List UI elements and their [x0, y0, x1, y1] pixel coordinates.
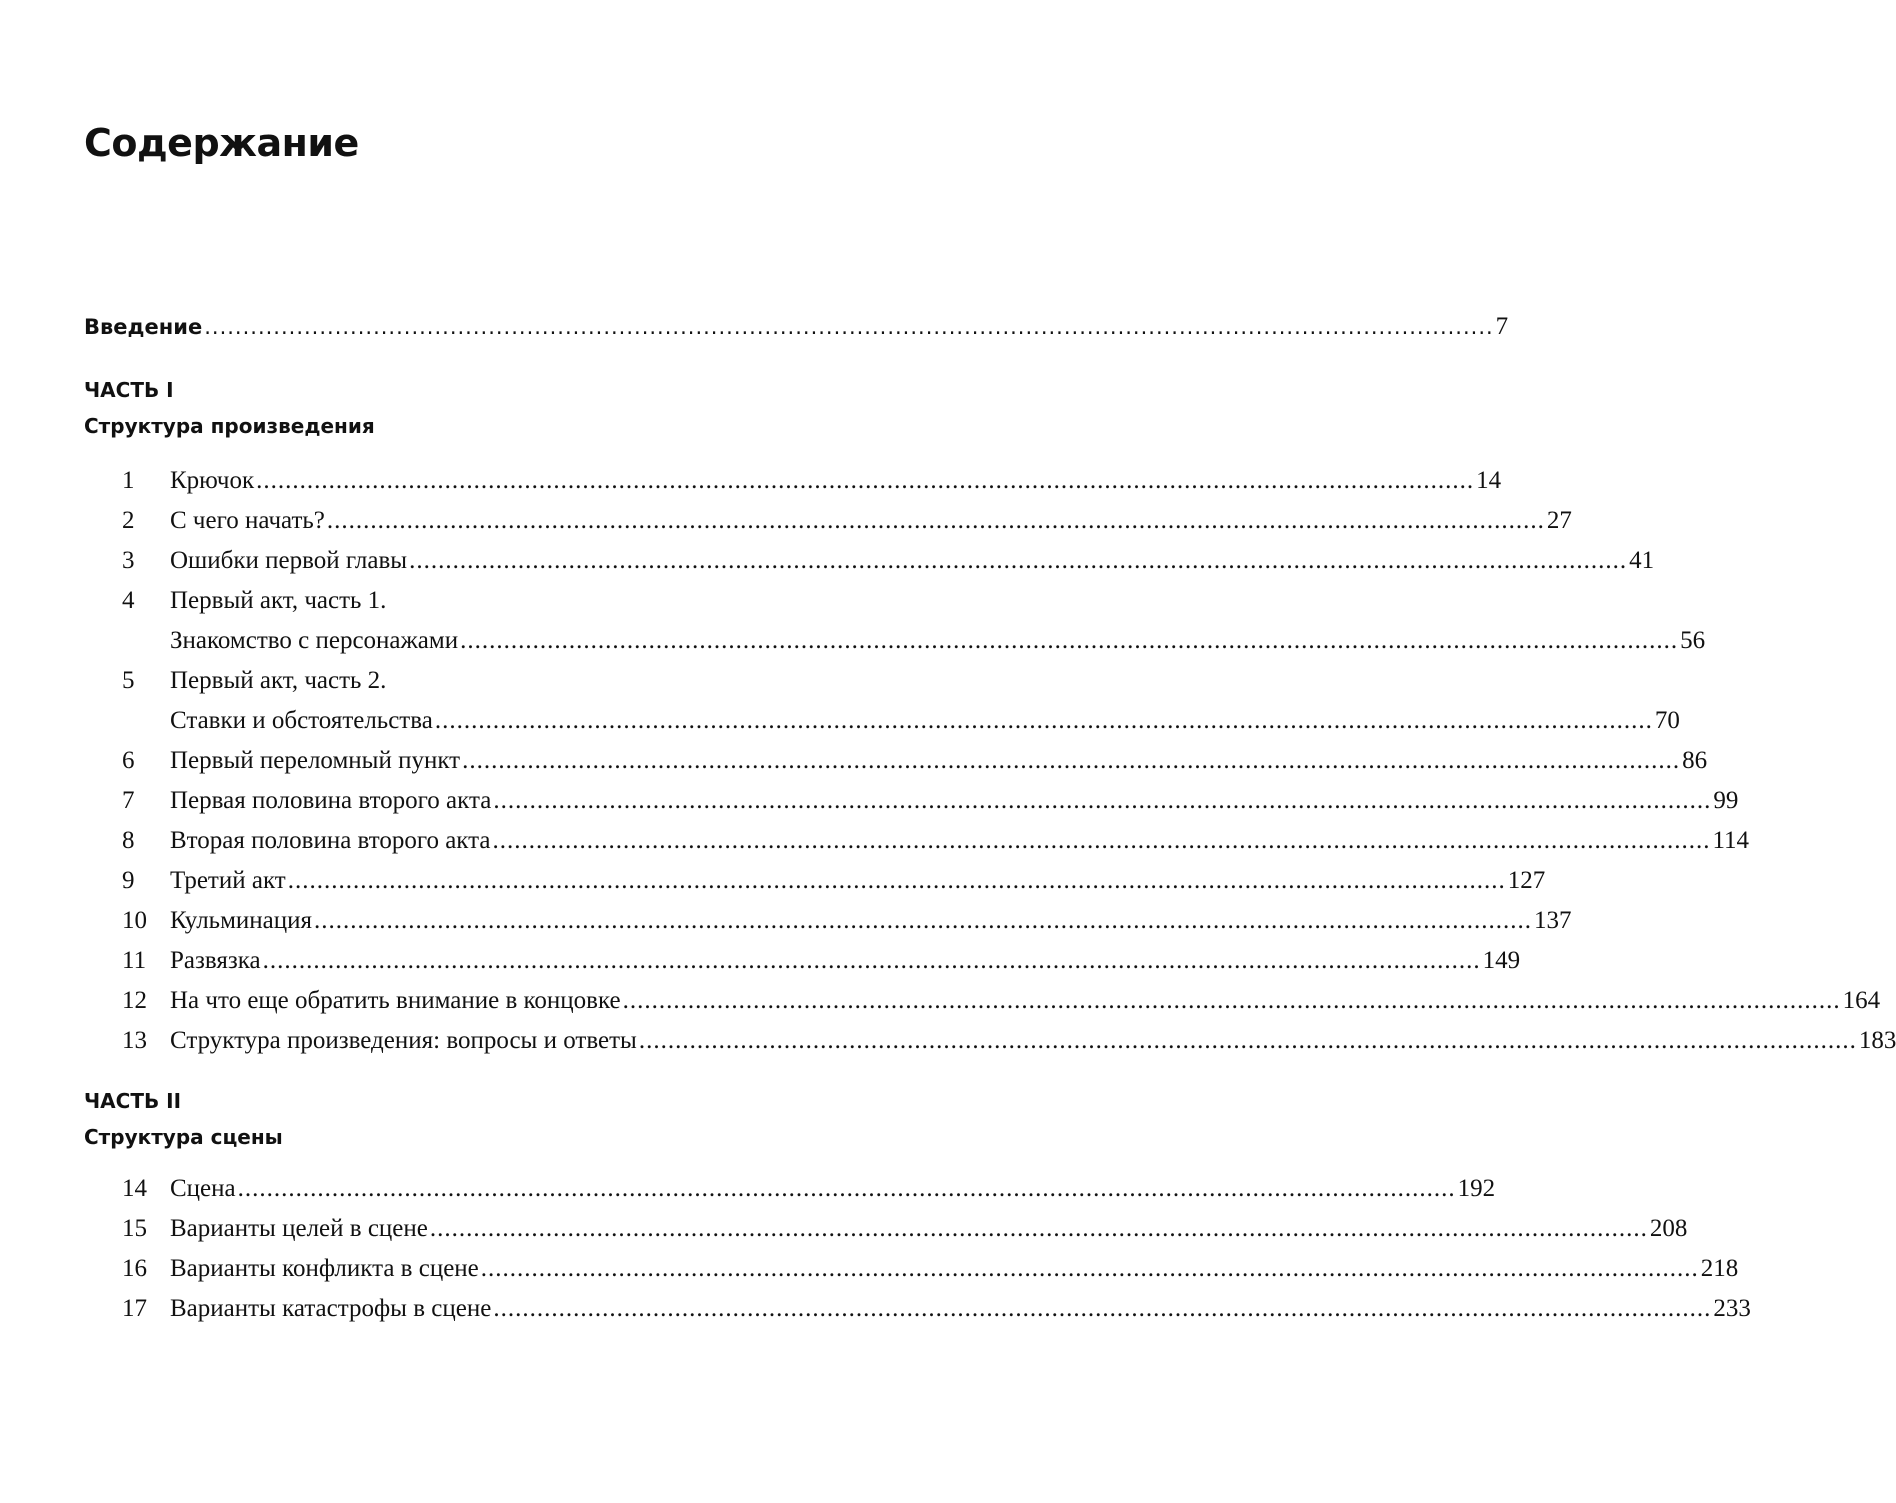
toc-entry[interactable] — [122, 1249, 1739, 1289]
toc-entry-line — [122, 1021, 1896, 1061]
chapter-number: 4 — [122, 587, 135, 614]
chapter-title: С чего начать? — [170, 507, 325, 534]
chapter-number: 11 — [122, 947, 147, 974]
toc-entry-line — [122, 981, 1881, 1021]
toc-entry[interactable] — [122, 901, 1572, 941]
toc-entry[interactable] — [122, 781, 1739, 821]
dot-leader: ........................................................................................................................................................................ — [287, 867, 1506, 894]
page-number: 41 — [1629, 547, 1655, 574]
page-number: 149 — [1482, 947, 1521, 974]
part-2-entries — [122, 1169, 1751, 1329]
page-number: 99 — [1713, 787, 1739, 814]
dot-leader: ........................................................................................................................................................................ — [622, 987, 1841, 1014]
toc-entry-line — [122, 901, 1572, 941]
chapter-number: 12 — [122, 987, 147, 1014]
dot-leader: ........................................................................................................................................................................ — [493, 787, 1712, 814]
toc-entry-line — [122, 461, 1502, 501]
dot-leader: ........................................................................................................................................................................ — [237, 1175, 1456, 1202]
page-number: 164 — [1842, 987, 1881, 1014]
toc-entry[interactable] — [122, 661, 1680, 741]
chapter-title: Развязка — [170, 947, 261, 974]
chapter-title: Первый акт, часть 2. — [170, 667, 387, 694]
chapter-title: Третий акт — [170, 867, 286, 894]
page-number: 114 — [1712, 827, 1750, 854]
part-1-title: Структура произведения — [84, 414, 375, 438]
chapter-title: Структура произведения: вопросы и ответы — [170, 1027, 637, 1054]
toc-entry-line — [122, 581, 860, 621]
chapter-number: 10 — [122, 907, 147, 934]
toc-entry[interactable] — [122, 1209, 1688, 1249]
page-number: 137 — [1534, 907, 1572, 934]
dot-leader: ........................................................................................................................................................................ — [434, 707, 1653, 734]
chapter-title: Знакомство с персонажами — [170, 627, 459, 654]
chapter-number: 3 — [122, 547, 135, 574]
chapter-title: Сцена — [170, 1175, 236, 1202]
chapter-number: 8 — [122, 827, 135, 854]
chapter-title: Кульминация — [170, 907, 313, 934]
toc-entry[interactable] — [122, 981, 1881, 1021]
dot-leader: ........................................................................................................................................................................ — [409, 547, 1628, 574]
dot-leader: ........................................................................................................................................................................ — [492, 827, 1711, 854]
toc-entry-line — [122, 621, 1706, 661]
chapter-title: Крючок — [170, 467, 255, 494]
dot-leader: ........................................................................................................................................................................ — [493, 1295, 1712, 1322]
toc-entry[interactable] — [122, 1289, 1751, 1329]
dot-leader: ........................................................................................................................................................................ — [638, 1027, 1857, 1054]
toc-entry-line — [122, 861, 1546, 901]
toc-entry-line — [122, 1209, 1688, 1249]
toc-entry-line — [122, 941, 1521, 981]
toc-entry-line — [122, 1289, 1751, 1329]
page-number: 7 — [1495, 313, 1509, 340]
chapter-number: 15 — [122, 1215, 147, 1242]
page-number: 233 — [1713, 1295, 1751, 1322]
toc-entry[interactable] — [122, 501, 1572, 541]
dot-leader: ........................................................................................................................................................................ — [314, 907, 1533, 934]
chapter-title: Ставки и обстоятельства — [170, 707, 433, 734]
chapter-title: Ошибки первой главы — [170, 547, 408, 574]
toc-entry-line — [122, 1169, 1496, 1209]
part-1-label: ЧАСТЬ I — [84, 378, 174, 402]
chapter-number: 5 — [122, 667, 135, 694]
dot-leader: ........................................................................................................................................................................ — [480, 1255, 1699, 1282]
page-number: 218 — [1700, 1255, 1739, 1282]
chapter-number: 14 — [122, 1175, 147, 1202]
toc-entry[interactable] — [122, 741, 1708, 781]
toc-entry[interactable] — [122, 461, 1502, 501]
page-number: 14 — [1476, 467, 1502, 494]
part-1-entries — [122, 461, 1896, 1061]
chapter-title: Первая половина второго акта — [170, 787, 492, 814]
toc-entry[interactable] — [122, 941, 1521, 981]
chapter-title: Варианты конфликта в сцене — [170, 1255, 479, 1282]
toc-entry[interactable] — [122, 861, 1546, 901]
page-number: 183 — [1858, 1027, 1896, 1054]
part-2-label: ЧАСТЬ II — [84, 1089, 182, 1113]
chapter-title: Первый переломный пункт — [170, 747, 461, 774]
dot-leader: ........................................................................................................................................................................ — [204, 315, 1494, 339]
chapter-title: Варианты целей в сцене — [170, 1215, 428, 1242]
chapter-number: 9 — [122, 867, 135, 894]
chapter-title: Вторая половина второго акта — [170, 827, 491, 854]
toc-entry-line — [122, 701, 1680, 741]
chapter-title: На что еще обратить внимание в концовке — [170, 987, 621, 1014]
toc-entry-line — [122, 541, 1655, 581]
dot-leader: ........................................................................................................................................................................ — [326, 507, 1545, 534]
dot-leader: ........................................................................................................................................................................ — [429, 1215, 1648, 1242]
toc-entry[interactable] — [122, 821, 1750, 861]
dot-leader: ........................................................................................................................................................................ — [256, 467, 1475, 494]
toc-entry-line — [122, 821, 1750, 861]
page-number: 127 — [1507, 867, 1546, 894]
chapter-number: 1 — [122, 467, 135, 494]
part-2-title: Структура сцены — [84, 1125, 283, 1149]
toc-entry-line — [122, 741, 1708, 781]
toc-entry-line — [122, 1249, 1739, 1289]
toc-entry[interactable] — [122, 541, 1655, 581]
page-number: 208 — [1649, 1215, 1688, 1242]
dot-leader: ........................................................................................................................................................................ — [460, 627, 1679, 654]
chapter-number: 2 — [122, 507, 135, 534]
chapter-number: 13 — [122, 1027, 147, 1054]
chapter-title: Первый акт, часть 1. — [170, 587, 387, 614]
dot-leader: ........................................................................................................................................................................ — [462, 747, 1681, 774]
toc-entry-line — [122, 501, 1572, 541]
toc-entry-introduction[interactable] — [84, 313, 1509, 341]
page-number: 86 — [1682, 747, 1708, 774]
toc-entry-line — [122, 661, 860, 701]
page-number: 27 — [1546, 507, 1572, 534]
toc-entry-line — [122, 781, 1739, 821]
dot-leader: ........................................................................................................................................................................ — [262, 947, 1481, 974]
page-number: 192 — [1457, 1175, 1496, 1202]
chapter-title: Варианты катастрофы в сцене — [170, 1295, 492, 1322]
entry-label: Введение — [84, 315, 203, 339]
toc-entry[interactable] — [122, 1021, 1896, 1061]
toc-entry[interactable] — [122, 581, 1706, 661]
chapter-number: 6 — [122, 747, 135, 774]
toc-entry[interactable] — [122, 1169, 1496, 1209]
chapter-number: 17 — [122, 1295, 147, 1322]
chapter-number: 7 — [122, 787, 135, 814]
page-title: Содержание — [84, 121, 359, 165]
chapter-number: 16 — [122, 1255, 147, 1282]
page-number: 56 — [1680, 627, 1706, 654]
page-number: 70 — [1654, 707, 1680, 734]
